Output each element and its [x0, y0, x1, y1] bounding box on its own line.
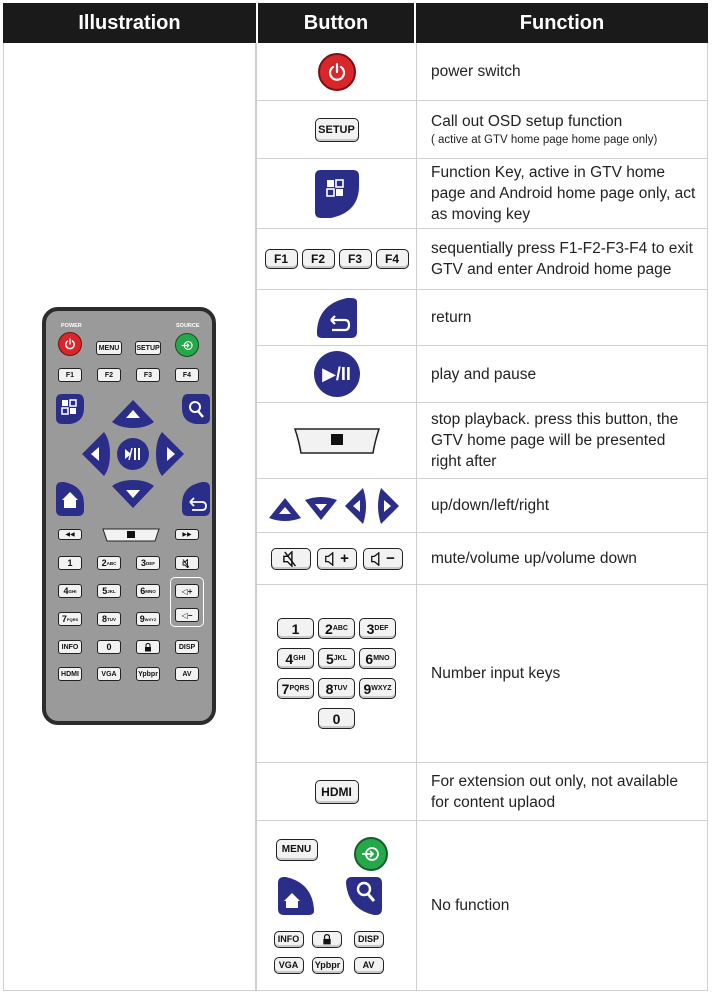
- button-cell: [257, 159, 417, 228]
- row-hdmi: [256, 763, 708, 821]
- stop-icon: [331, 434, 343, 445]
- key-main: 3: [140, 558, 146, 568]
- key-main: 2: [325, 620, 333, 637]
- remote-key-9[interactable]: [136, 612, 160, 626]
- remote-f4-button[interactable]: F4: [175, 368, 199, 382]
- button-cell: [257, 346, 417, 402]
- function-text: Call out OSD setup function: [431, 113, 623, 130]
- remote-key-8[interactable]: [97, 612, 121, 626]
- row-setup: [256, 101, 708, 159]
- button-cell: [257, 43, 417, 100]
- source-icon: [181, 340, 194, 351]
- button-cell: [257, 821, 417, 990]
- up-arrow-icon: [269, 498, 301, 521]
- stop-icon: [127, 531, 135, 538]
- remote-av-button[interactable]: AV: [175, 667, 199, 681]
- home-button[interactable]: [276, 875, 316, 917]
- volume-up-icon: [324, 552, 338, 566]
- lock-icon: [144, 643, 152, 652]
- key-main: 4: [63, 586, 69, 596]
- number-key-8[interactable]: [318, 678, 355, 699]
- source-icon: [361, 846, 381, 862]
- button-cell: [257, 403, 417, 478]
- button-cell: [257, 533, 417, 584]
- remote-f3-button[interactable]: F3: [136, 368, 160, 382]
- volume-up-button[interactable]: +: [317, 548, 357, 570]
- button-cell: [257, 479, 417, 532]
- key-main: 5: [325, 650, 334, 667]
- key-sub: MNO: [145, 588, 156, 594]
- number-row-1: [277, 618, 396, 639]
- key-main: 0: [332, 710, 341, 727]
- number-key-4[interactable]: [277, 648, 314, 669]
- search-button[interactable]: [344, 875, 384, 917]
- remote-power-button[interactable]: [58, 332, 82, 356]
- function-cell: [431, 101, 699, 158]
- row-power: [256, 43, 708, 101]
- volume-down-icon: [370, 552, 384, 566]
- function-cell: [431, 763, 699, 820]
- key-sub: DEF: [146, 560, 155, 566]
- remote-menu-button[interactable]: MENU: [96, 341, 122, 355]
- remote-disp-button[interactable]: DISP: [175, 640, 199, 654]
- number-key-7[interactable]: [277, 678, 314, 699]
- key-main: 7: [61, 614, 67, 624]
- function-key-button[interactable]: [313, 168, 361, 220]
- button-cell: [257, 763, 417, 820]
- remote-vga-button[interactable]: VGA: [97, 667, 121, 681]
- key-main: 1: [291, 620, 300, 637]
- remote-lock-button[interactable]: [136, 640, 160, 654]
- remote-key-0[interactable]: 0: [97, 640, 121, 654]
- key-main: 8: [325, 680, 334, 697]
- button-cell: [257, 585, 417, 762]
- key-main: 9: [139, 614, 145, 624]
- function-cell: [431, 533, 699, 584]
- row-volume: [256, 533, 708, 585]
- function-text: up/down/left/right: [431, 497, 550, 514]
- function-cell: [431, 479, 699, 532]
- row-function-key: [256, 159, 708, 229]
- remote-key-6[interactable]: [136, 584, 160, 598]
- row-no-function: [256, 821, 708, 991]
- button-cell: [257, 101, 417, 158]
- number-key-6[interactable]: [359, 648, 396, 669]
- remote-volume-down-button[interactable]: [175, 608, 199, 622]
- key-sub: ABC: [106, 560, 117, 566]
- f1-button[interactable]: F1: [265, 249, 298, 269]
- power-icon: [64, 338, 76, 350]
- key-main: 7: [281, 680, 290, 697]
- key-sub: MNO: [373, 655, 390, 662]
- remote-volume-up-button[interactable]: [175, 584, 199, 598]
- source-button[interactable]: [354, 837, 388, 871]
- key-sub: GHI: [68, 588, 77, 594]
- number-key-1[interactable]: [277, 618, 314, 639]
- key-main: 5: [102, 586, 108, 596]
- row-numbers: [256, 585, 708, 763]
- remote-key-3[interactable]: [136, 556, 160, 570]
- lock-button[interactable]: [312, 931, 342, 948]
- remote-mute-button[interactable]: [175, 556, 199, 570]
- number-row-2: [277, 648, 396, 669]
- remote-rewind-button[interactable]: [58, 529, 82, 540]
- right-arrow-icon: [378, 488, 399, 524]
- hdmi-button[interactable]: HDMI: [315, 780, 359, 804]
- ypbpr-button[interactable]: Ypbpr: [312, 957, 344, 974]
- key-main: 9: [363, 680, 372, 697]
- button-cell: [257, 290, 417, 345]
- row-arrows: [256, 479, 708, 533]
- function-text: mute/volume up/volume down: [431, 550, 637, 567]
- fast-forward-icon: ▶▶: [182, 532, 192, 538]
- remote-ypbpr-button[interactable]: Ypbpr: [136, 667, 160, 681]
- number-row-4: [318, 708, 355, 729]
- info-button[interactable]: INFO: [274, 931, 304, 948]
- rewind-icon: ◀◀: [65, 532, 75, 538]
- key-sub: TUV: [107, 616, 116, 622]
- key-sub: PQRS: [289, 685, 310, 692]
- number-key-5[interactable]: [318, 648, 355, 669]
- function-cell: [431, 229, 699, 289]
- arrow-buttons[interactable]: [267, 486, 407, 526]
- key-sub: JKL: [107, 588, 116, 594]
- remote-key-2[interactable]: [97, 556, 121, 570]
- function-cell: [431, 821, 699, 990]
- vga-button[interactable]: VGA: [274, 957, 304, 974]
- f4-button[interactable]: F4: [376, 249, 409, 269]
- volume-up-icon: ◁+: [181, 586, 193, 596]
- number-key-3[interactable]: [359, 618, 396, 639]
- function-text: For extension out only, not available for content uplaod: [431, 772, 679, 811]
- power-icon: [327, 62, 347, 82]
- function-text: play and pause: [431, 365, 537, 383]
- row-stop: [256, 403, 708, 479]
- key-main: 3: [366, 620, 375, 637]
- setup-button[interactable]: SETUP: [315, 118, 359, 142]
- key-sub: PQRS: [66, 616, 79, 622]
- mute-icon: [182, 559, 192, 568]
- row-f-keys: [256, 229, 708, 290]
- function-text: Number input keys: [431, 665, 561, 682]
- lock-icon: [322, 934, 332, 945]
- power-button[interactable]: [318, 53, 356, 91]
- function-text: stop playback. press this button, the GTV home page will be presented right after: [431, 411, 679, 470]
- header-function: Function: [416, 3, 708, 43]
- key-sub: DEF: [374, 625, 389, 632]
- key-main: 2: [101, 558, 107, 568]
- remote-f2-button[interactable]: F2: [97, 368, 121, 382]
- remote-setup-button[interactable]: SETUP: [135, 341, 161, 355]
- volume-down-icon: ◁−: [181, 610, 193, 620]
- key-sub: ABC: [332, 625, 348, 632]
- function-text: sequentially press F1-F2-F3-F4 to exit GTV and enter Android home page: [431, 240, 693, 278]
- number-key-0[interactable]: [318, 708, 355, 729]
- key-main: 8: [101, 614, 107, 624]
- number-key-2[interactable]: [318, 618, 355, 639]
- function-text: Function Key, active in GTV home page and Android home page only, act as moving key: [431, 164, 696, 223]
- remote-fast-forward-button[interactable]: [175, 529, 199, 540]
- row-play-pause: [256, 346, 708, 403]
- function-cell: [431, 290, 699, 345]
- key-main: 6: [365, 650, 374, 667]
- power-label: POWER: [61, 323, 82, 329]
- key-sub: WXYZ: [371, 685, 392, 692]
- remote-stop-button[interactable]: [100, 528, 162, 542]
- function-text: No function: [431, 897, 510, 914]
- down-arrow-icon: [305, 497, 337, 520]
- volume-down-button[interactable]: −: [363, 548, 403, 570]
- menu-button[interactable]: MENU: [276, 839, 318, 861]
- remote-key-4[interactable]: [58, 584, 82, 598]
- source-label: SOURCE: [176, 323, 200, 329]
- number-row-3: [277, 678, 396, 699]
- key-sub: TUV: [333, 685, 348, 692]
- function-cell: [431, 585, 699, 762]
- key-sub: GHI: [293, 655, 306, 662]
- remote-key-5[interactable]: [97, 584, 121, 598]
- key-sub: WXYZ: [144, 616, 157, 622]
- number-key-9[interactable]: [359, 678, 396, 699]
- button-cell: [257, 229, 417, 289]
- stop-button[interactable]: [292, 427, 382, 455]
- disp-button[interactable]: DISP: [354, 931, 384, 948]
- f2-button[interactable]: F2: [302, 249, 335, 269]
- function-text: return: [431, 309, 472, 326]
- key-sub: JKL: [333, 655, 348, 662]
- header-button: Button: [258, 3, 414, 43]
- header-illustration: Illustration: [3, 3, 256, 43]
- function-cell: [431, 403, 699, 478]
- remote-f1-button[interactable]: F1: [58, 368, 82, 382]
- remote-navigation-cluster[interactable]: [54, 394, 212, 516]
- remote-info-button[interactable]: INFO: [58, 640, 82, 654]
- mute-button[interactable]: [271, 548, 311, 570]
- play-pause-button[interactable]: ▶/II: [314, 351, 360, 397]
- function-cell: [431, 159, 699, 228]
- key-main: 4: [285, 650, 294, 667]
- function-text: power switch: [431, 63, 521, 80]
- remote-source-button[interactable]: [175, 333, 199, 357]
- f3-button[interactable]: F3: [339, 249, 372, 269]
- row-return: [256, 290, 708, 346]
- remote-key-1[interactable]: [58, 556, 82, 570]
- mute-icon: [282, 551, 300, 567]
- no-function-buttons: [272, 831, 402, 981]
- function-note: ( active at GTV home page home page only): [431, 134, 658, 146]
- key-main: 1: [67, 558, 73, 568]
- remote-hdmi-button[interactable]: HDMI: [58, 667, 82, 681]
- key-main: 6: [140, 586, 146, 596]
- function-cell: [431, 43, 699, 100]
- remote-key-7[interactable]: [58, 612, 82, 626]
- av-button[interactable]: AV: [354, 957, 384, 974]
- return-button[interactable]: [315, 296, 359, 340]
- function-cell: [431, 346, 699, 402]
- remote-control: [42, 307, 216, 725]
- left-arrow-icon: [345, 488, 366, 524]
